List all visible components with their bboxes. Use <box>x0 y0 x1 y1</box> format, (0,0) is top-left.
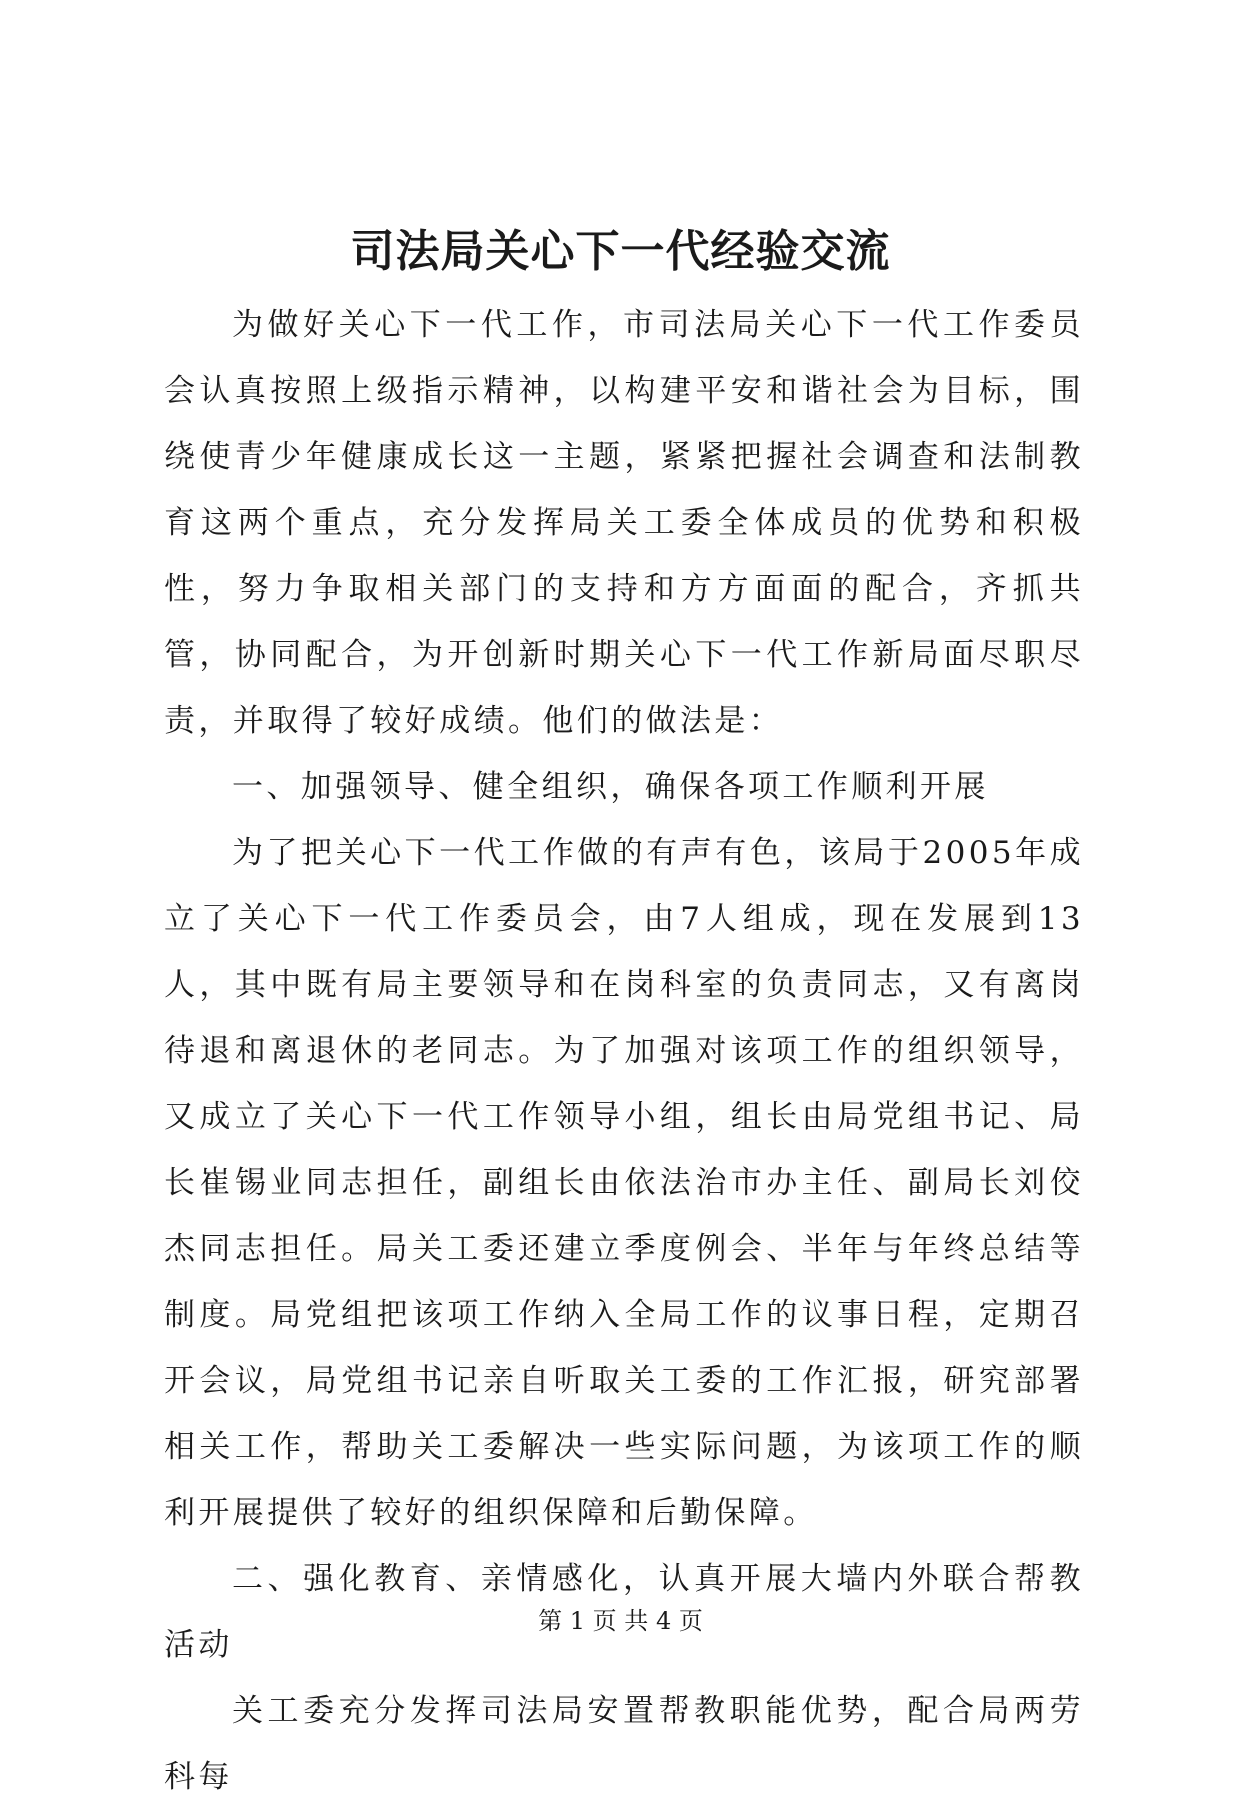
document-body <box>164 292 1084 1810</box>
paragraph-intro: 为做好关心下一代工作，市司法局关心下一代工作委员会认真按照上级指示精神，以构建平安和谐社会为目标，围绕使青少年健康成长这一主题，紧紧把握社会调查和法制教育这两个重点，充分发挥局关工委全体成员的优势和积极性，努力争取相关部门的支持和方方面面的配合，齐抓共管，协同配合，为开创新时期关心下一代工作新局面尽职尽责，并取得了较好成绩。他们的做法是： <box>164 307 1084 739</box>
page-number-footer: 第 1 页 共 4 页 <box>538 1607 703 1635</box>
document-title: 司法局关心下一代经验交流 <box>350 226 891 277</box>
section-heading-1: 一、加强领导、健全组织，确保各项工作顺利开展 <box>232 769 989 805</box>
section-heading-2: 二、强化教育、亲情感化，认真开展大墙内外联合帮教活动 <box>164 1561 1084 1663</box>
paragraph-section-2: 关工委充分发挥司法局安置帮教职能优势，配合局两劳科每 <box>164 1693 1084 1795</box>
paragraph-section-1: 为了把关心下一代工作做的有声有色，该局于2005年成立了关心下一代工作委员会，由7人组成，现在发展到13人，其中既有局主要领导和在岗科室的负责同志，又有离岗待退和离退休的老同志。为了加强对该项工作的组织领导，又成立了关心下一代工作领导小组，组长由局党组书记、局长崔锡业同志担任，副组长由依法治市办主任、副局长刘佼杰同志担任。局关工委还建立季度例会、半年与年终总结等制度。局党组把该项工作纳入全局工作的议事日程，定期召开会议，局党组书记亲自听取关工委的工作汇报，研究部署相关工作，帮助关工委解决一些实际问题，为该项工作的顺利开展提供了较好的组织保障和后勤保障。 <box>164 835 1084 1531</box>
